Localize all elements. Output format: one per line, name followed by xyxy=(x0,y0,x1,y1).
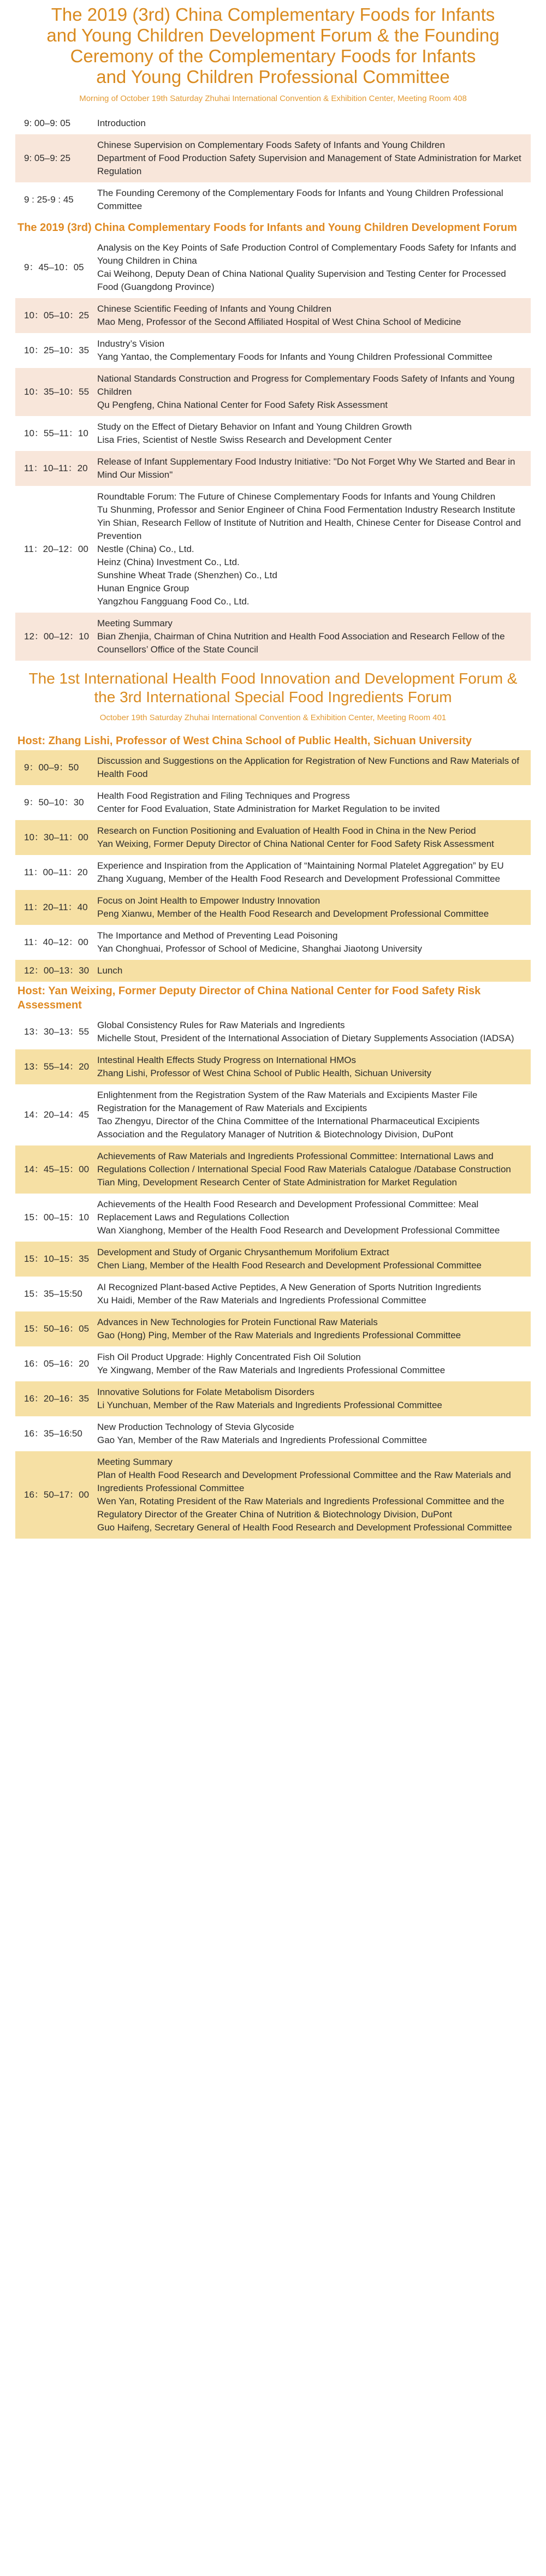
schedule-time: 15：50–16：05 xyxy=(24,1323,90,1334)
schedule-line: Gao (Hong) Ping, Member of the Raw Materials and Ingredients Professional Committee xyxy=(97,1330,461,1340)
schedule-row xyxy=(15,333,531,368)
schedule-line: Peng Xianwu, Member of the Health Food Research and Development Professional Committee xyxy=(97,909,489,919)
forum2-title-line: The 1st International Health Food Innovation and Development Forum & xyxy=(28,670,518,687)
schedule-line: Sunshine Wheat Trade (Shenzhen) Co., Ltd xyxy=(97,570,277,580)
schedule-content xyxy=(97,1089,525,1141)
schedule-row xyxy=(15,1242,531,1277)
schedule-line: Yan Chonghuai, Professor of School of Medicine, Shanghai Jiaotong University xyxy=(97,943,423,954)
schedule-time: 11：20–11：40 xyxy=(24,902,88,912)
schedule-row xyxy=(15,1145,531,1194)
schedule-row xyxy=(15,960,531,982)
schedule-line: Development and Study of Organic Chrysanthemum Morifolium Extract xyxy=(97,1247,389,1257)
schedule-time: 15：35–15:50 xyxy=(24,1289,82,1299)
schedule-content xyxy=(97,490,525,608)
schedule-content xyxy=(97,1421,525,1447)
schedule-content xyxy=(97,372,525,412)
forum2-schedule-part2 xyxy=(15,1014,531,1539)
schedule-time: 9: 05–9: 25 xyxy=(24,153,71,163)
schedule-line: Nestle (China) Co., Ltd. xyxy=(97,544,194,554)
schedule-line: AI Recognized Plant-based Active Peptides, A New Generation of Sports Nutrition Ingredients xyxy=(97,1282,482,1292)
forum2-schedule-part1 xyxy=(15,750,531,982)
schedule-line: Analysis on the Key Points of Safe Production Control of Complementary Foods Safety for Infants and Young Children in China xyxy=(97,242,517,266)
schedule-row xyxy=(15,112,531,134)
schedule-line: Yangzhou Fangguang Food Co., Ltd. xyxy=(97,596,250,607)
forum2-title-line: the 3rd International Special Food Ingredients Forum xyxy=(94,688,452,705)
schedule-line: Release of Infant Supplementary Food Industry Initiative: "Do Not Forget Why We Started and Bear in Mind Our Mission" xyxy=(97,456,515,480)
schedule-line: Innovative Solutions for Folate Metabolism Disorders xyxy=(97,1387,314,1397)
forum1-schedule-part1 xyxy=(15,112,531,217)
schedule-line: Center for Food Evaluation, State Administration for Market Regulation to be invited xyxy=(97,804,440,814)
schedule-content xyxy=(97,790,525,816)
schedule-time: 9 : 25-9 : 45 xyxy=(24,194,74,205)
schedule-line: Mao Meng, Professor of the Second Affiliated Hospital of West China School of Medicine xyxy=(97,317,461,327)
forum1-subtitle: Morning of October 19th Saturday Zhuhai International Convention & Exhibition Center, Meeting Room 408 xyxy=(79,94,467,103)
schedule-row xyxy=(15,855,531,890)
schedule-time: 10：25–10：35 xyxy=(24,345,90,355)
schedule-row xyxy=(15,890,531,925)
schedule-content xyxy=(97,964,525,977)
schedule-time: 11：20–12：00 xyxy=(24,544,88,554)
schedule-line: Wan Xianghong, Member of the Health Food Research and Development Professional Committee xyxy=(97,1225,500,1236)
schedule-row xyxy=(15,134,531,182)
schedule-time: 14：45–15：00 xyxy=(24,1164,90,1174)
schedule-row xyxy=(15,1381,531,1416)
schedule-row xyxy=(15,1014,531,1049)
schedule-line: Intestinal Health Effects Study Progress on International HMOs xyxy=(97,1055,357,1065)
schedule-row xyxy=(15,182,531,217)
schedule-time: 16：50–17：00 xyxy=(24,1489,90,1500)
schedule-line: Enlightenment from the Registration System of the Raw Materials and Excipients Master File Registration for the Management of Raw Materials and Excipients xyxy=(97,1090,478,1113)
schedule-time: 11：40–12：00 xyxy=(24,937,88,947)
schedule-line: Study on the Effect of Dietary Behavior on Infant and Young Children Growth xyxy=(97,422,412,432)
schedule-row xyxy=(15,1049,531,1084)
schedule-content xyxy=(97,1246,525,1272)
schedule-line: Li Yunchuan, Member of the Raw Materials and Ingredients Professional Committee xyxy=(97,1400,442,1410)
forum2-host2: Host: Yan Weixing, Former Deputy Director of China National Center for Food Safety Risk Assessment xyxy=(17,985,481,1011)
schedule-line: Experience and Inspiration from the Application of “Maintaining Normal Platelet Aggregation” by EU xyxy=(97,860,504,871)
schedule-line: Focus on Joint Health to Empower Industry Innovation xyxy=(97,895,321,906)
forum1-title-line: and Young Children Professional Committee xyxy=(96,67,450,87)
schedule-time: 9：50–10：30 xyxy=(24,797,84,808)
schedule-line: Plan of Health Food Research and Development Professional Committee and the Raw Materials and Ingredients Professional Committee xyxy=(97,1470,511,1493)
schedule-time: 16：05–16：20 xyxy=(24,1358,90,1369)
schedule-content xyxy=(97,1150,525,1189)
schedule-row xyxy=(15,486,531,613)
schedule-line: Global Consistency Rules for Raw Materials and Ingredients xyxy=(97,1020,345,1030)
schedule-content xyxy=(97,1316,525,1342)
schedule-line: Department of Food Production Safety Supervision and Management of State Administration for Market Regulation xyxy=(97,153,521,176)
schedule-time: 9: 00–9: 05 xyxy=(24,118,71,128)
schedule-line: Zhang Xuguang, Member of the Health Food Research and Development Professional Committee xyxy=(97,874,501,884)
forum1-title-line: The 2019 (3rd) China Complementary Foods for Infants xyxy=(51,4,495,25)
schedule-time: 13：55–14：20 xyxy=(24,1061,90,1072)
schedule-content xyxy=(97,241,525,294)
schedule-row xyxy=(15,1277,531,1311)
schedule-row xyxy=(15,1194,531,1242)
forum2-title xyxy=(15,665,531,707)
schedule-content xyxy=(97,337,525,364)
schedule-line: Tian Ming, Development Research Center of State Administration for Market Regulation xyxy=(97,1177,457,1188)
schedule-time: 14：20–14：45 xyxy=(24,1109,90,1120)
schedule-line: Industry’s Vision xyxy=(97,339,165,349)
schedule-line: Achievements of Raw Materials and Ingredients Professional Committee: International Laws and Regulations Collection / International Special Food Raw Materials Catalogue /Database Construction xyxy=(97,1151,511,1174)
schedule-content xyxy=(97,617,525,656)
schedule-content xyxy=(97,929,525,955)
schedule-time: 12：00–12：10 xyxy=(24,631,90,642)
schedule-line: Hunan Engnice Group xyxy=(97,583,189,593)
schedule-line: The Founding Ceremony of the Complementary Foods for Infants and Young Children Professional Committee xyxy=(97,188,503,211)
schedule-line: Health Food Registration and Filing Techniques and Progress xyxy=(97,791,350,801)
schedule-time: 9：45–10：05 xyxy=(24,262,84,272)
schedule-line: Introduction xyxy=(97,118,146,128)
schedule-content xyxy=(97,455,525,482)
schedule-row xyxy=(15,1451,531,1539)
forum1-title xyxy=(15,0,531,87)
schedule-row xyxy=(15,613,531,661)
schedule-line: Research on Function Positioning and Evaluation of Health Food in China in the New Period xyxy=(97,826,476,836)
schedule-time: 11：00–11：20 xyxy=(24,867,88,877)
schedule-line: The Importance and Method of Preventing Lead Poisoning xyxy=(97,930,338,941)
schedule-line: National Standards Construction and Progress for Complementary Foods Safety of Infants and Young Children xyxy=(97,373,515,397)
schedule-content xyxy=(97,1456,525,1534)
schedule-row xyxy=(15,1311,531,1346)
forum1-title-line: and Young Children Development Forum & the Founding xyxy=(46,25,500,45)
schedule-content xyxy=(97,859,525,886)
schedule-line: Gao Yan, Member of the Raw Materials and Ingredients Professional Committee xyxy=(97,1435,428,1445)
schedule-line: Bian Zhenjia, Chairman of China Nutrition and Health Food Association and Research Fellow of the Counsellors’ Office of the State Council xyxy=(97,631,505,655)
schedule-line: Fish Oil Product Upgrade: Highly Concentrated Fish Oil Solution xyxy=(97,1352,361,1362)
schedule-row xyxy=(15,298,531,333)
schedule-line: Yang Yantao, the Complementary Foods for Infants and Young Children Professional Committee xyxy=(97,352,492,362)
schedule-line: Lunch xyxy=(97,965,123,976)
schedule-row xyxy=(15,1416,531,1451)
schedule-row xyxy=(15,820,531,855)
schedule-line: Guo Haifeng, Secretary General of Health Food Research and Development Professional Committee xyxy=(97,1522,512,1533)
forum1-section-heading: The 2019 (3rd) China Complementary Foods for Infants and Young Children Development Forum xyxy=(17,222,517,234)
schedule-content xyxy=(97,1198,525,1237)
schedule-line: Achievements of the Health Food Research and Development Professional Committee: Meal Replacement Laws and Regulations Collection xyxy=(97,1199,479,1222)
schedule-row xyxy=(15,237,531,298)
schedule-line: Ye Xingwang, Member of the Raw Materials and Ingredients Professional Committee xyxy=(97,1365,446,1375)
schedule-line: Discussion and Suggestions on the Application for Registration of New Functions and Raw Materials of Health Food xyxy=(97,756,519,779)
schedule-time: 10：55–11：10 xyxy=(24,428,88,438)
forum1-schedule-part2 xyxy=(15,237,531,661)
forum2-subtitle: October 19th Saturday Zhuhai International Convention & Exhibition Center, Meeting Room 401 xyxy=(99,713,447,722)
schedule-line: Michelle Stout, President of the International Association of Dietary Supplements Association (IADSA) xyxy=(97,1033,514,1043)
schedule-line: Tu Shunming, Professor and Senior Engineer of China Food Fermentation Industry Research Institute xyxy=(97,504,515,515)
schedule-content xyxy=(97,420,525,447)
schedule-content xyxy=(97,139,525,178)
schedule-line: Yin Shian, Research Fellow of Institute of Nutrition and Health, Chinese Center for Disease Control and Prevention xyxy=(97,518,521,541)
schedule-content xyxy=(97,824,525,851)
schedule-line: Zhang Lishi, Professor of West China School of Public Health, Sichuan University xyxy=(97,1068,431,1078)
schedule-line: Meeting Summary xyxy=(97,618,173,628)
schedule-line: Yan Weixing, Former Deputy Director of China National Center for Food Safety Risk Assessment xyxy=(97,839,494,849)
schedule-row xyxy=(15,368,531,416)
schedule-line: Lisa Fries, Scientist of Nestle Swiss Research and Development Center xyxy=(97,435,392,445)
schedule-time: 13：30–13：55 xyxy=(24,1026,90,1037)
schedule-line: Tao Zhengyu, Director of the China Committee of the International Pharmaceutical Excipients Association and the Regulatory Manager of Nutrition & Biotechnology Division, DuPont xyxy=(97,1116,480,1139)
schedule-content xyxy=(97,1054,525,1080)
schedule-line: Chinese Scientific Feeding of Infants and Young Children xyxy=(97,304,332,314)
schedule-row xyxy=(15,925,531,960)
schedule-line: Meeting Summary xyxy=(97,1457,173,1467)
schedule-line: Wen Yan, Rotating President of the Raw Materials and Ingredients Professional Committee and the Regulatory Director of the Greater China of Nutrition & Biotechnology Division, DuPont xyxy=(97,1496,505,1520)
schedule-time: 15：10–15：35 xyxy=(24,1254,90,1264)
schedule-row xyxy=(15,1346,531,1381)
schedule-line: Xu Haidi, Member of the Raw Materials and Ingredients Professional Committee xyxy=(97,1295,426,1305)
schedule-time: 16：20–16：35 xyxy=(24,1393,90,1404)
schedule-content xyxy=(97,1019,525,1045)
schedule-row xyxy=(15,785,531,820)
schedule-content xyxy=(97,187,525,213)
schedule-line: Advances in New Technologies for Protein Functional Raw Materials xyxy=(97,1317,378,1327)
schedule-line: New Production Technology of Stevia Glycoside xyxy=(97,1422,294,1432)
schedule-row xyxy=(15,416,531,451)
schedule-line: Chen Liang, Member of the Health Food Research and Development Professional Committee xyxy=(97,1260,482,1271)
schedule-content xyxy=(97,894,525,921)
schedule-line: Qu Pengfeng, China National Center for Food Safety Risk Assessment xyxy=(97,400,388,410)
schedule-row xyxy=(15,750,531,785)
schedule-line: Chinese Supervision on Complementary Foods Safety of Infants and Young Children xyxy=(97,140,445,150)
schedule-line: Heinz (China) Investment Co., Ltd. xyxy=(97,557,240,567)
schedule-time: 16：35–16:50 xyxy=(24,1428,82,1439)
forum1-title-line: Ceremony of the Complementary Foods for Infants xyxy=(70,46,476,66)
schedule-row xyxy=(15,451,531,486)
schedule-time: 12：00–13：30 xyxy=(24,965,90,976)
schedule-time: 10：30–11：00 xyxy=(24,832,88,842)
schedule-content xyxy=(97,1281,525,1307)
schedule-content xyxy=(97,1386,525,1412)
schedule-line: Cai Weihong, Deputy Dean of China National Quality Supervision and Testing Center for Processed Food (Guangdong Province) xyxy=(97,269,506,292)
schedule-time: 15：00–15：10 xyxy=(24,1212,90,1222)
schedule-content xyxy=(97,1351,525,1377)
schedule-time: 9：00–9：50 xyxy=(24,762,79,773)
schedule-time: 11：10–11：20 xyxy=(24,463,88,473)
forum2-host1: Host: Zhang Lishi, Professor of West China School of Public Health, Sichuan University xyxy=(17,735,472,747)
schedule-time: 10：35–10：55 xyxy=(24,387,90,397)
schedule-content xyxy=(97,755,525,781)
schedule-content xyxy=(97,117,525,130)
schedule-line: Roundtable Forum: The Future of Chinese Complementary Foods for Infants and Young Children xyxy=(97,491,496,502)
schedule-time: 10：05–10：25 xyxy=(24,310,90,320)
schedule-row xyxy=(15,1084,531,1145)
schedule-content xyxy=(97,302,525,329)
